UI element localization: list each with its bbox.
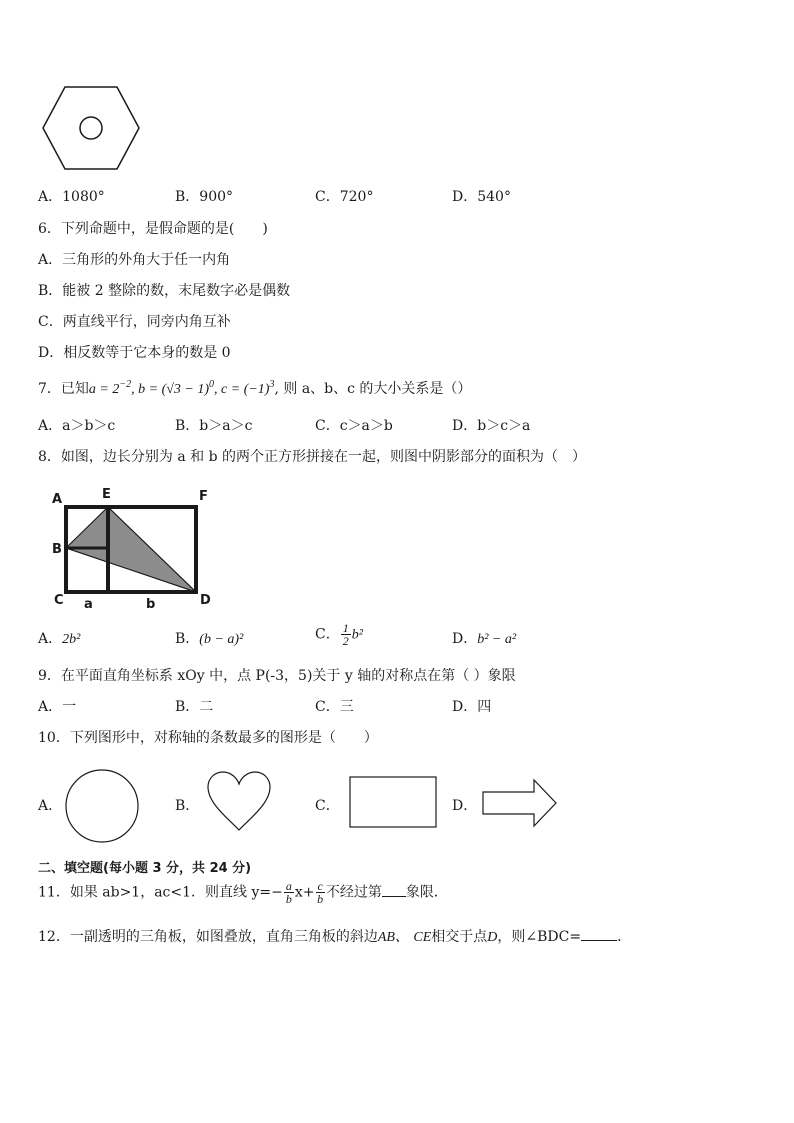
q6-option-d: D．相反数等于它本身的数是 0	[38, 345, 231, 361]
label-D: D	[200, 593, 211, 608]
q8-option-a: A．2b²	[38, 631, 81, 647]
q10-stem: 10．下列图形中，对称轴的条数最多的图形是（ ）	[38, 730, 378, 746]
q7-stem: 7．已知$a = 2^{-2}$, $b = (√3 - 1)^0$, $c = (-1)^3$, 则 a、b、c 的大小关系是（）	[38, 379, 472, 397]
q12-answer-blank[interactable]	[581, 928, 617, 941]
q11-answer-blank[interactable]	[382, 884, 406, 897]
rectangle-figure	[349, 776, 437, 828]
label-C: C	[54, 593, 64, 608]
q6-option-c: C．两直线平行，同旁内角互补	[38, 314, 231, 330]
label-a: a	[84, 597, 93, 612]
hexagon-shape	[43, 87, 139, 169]
q9-option-b: B．二	[175, 699, 214, 715]
hexagon-figure	[40, 85, 142, 173]
q6-stem: 6．下列命题中，是假命题的是( )	[38, 221, 268, 237]
q6-option-b: B．能被 2 整除的数，末尾数字必是偶数	[38, 283, 291, 299]
q5-option-d: D．540°	[452, 189, 511, 205]
q9-option-d: D．四	[452, 699, 492, 715]
q8-option-c: C． $\frac{1}{2}$ b²	[315, 621, 363, 648]
label-A: A	[52, 492, 63, 507]
q9-option-a: A．一	[38, 699, 77, 715]
label-B: B	[52, 542, 62, 557]
hexagon-center-circle	[80, 117, 102, 139]
q5-option-c: C．720°	[315, 189, 374, 205]
q10-option-d-label: D．	[452, 798, 478, 814]
label-F: F	[199, 489, 208, 504]
q9-option-c: C．三	[315, 699, 354, 715]
q8-squares-figure	[48, 485, 223, 615]
q7-option-b: B．b＞a＞c	[175, 418, 253, 434]
q9-stem: 9．在平面直角坐标系 xOy 中，点 P(-3，5)关于 y 轴的对称点在第（ ）象限	[38, 668, 516, 684]
arrow-figure	[482, 778, 558, 828]
q10-option-c-label: C．	[315, 798, 340, 814]
heart-figure	[206, 770, 272, 832]
section-2-title: 二、填空题(每小题 3 分，共 24 分)	[38, 861, 252, 876]
label-b: b	[146, 597, 156, 612]
q12-stem: 12．一副透明的三角板，如图叠放，直角三角板的斜边AB、 CE相交于点D，则∠BDC= ．	[38, 929, 632, 945]
q10-option-b-label: B．	[175, 798, 200, 814]
q6-option-a: A．三角形的外角大于任一内角	[38, 252, 231, 268]
q8-option-d: D．b² − a²	[452, 631, 517, 647]
circle-figure	[64, 768, 140, 844]
q8-option-b: B．(b − a)²	[175, 631, 244, 647]
q5-option-a: A．1080°	[38, 189, 105, 205]
q10-option-a-label: A．	[38, 798, 63, 814]
q5-option-b: B．900°	[175, 189, 234, 205]
q8-stem: 8．如图，边长分别为 a 和 b 的两个正方形拼接在一起，则图中阴影部分的面积为（ ）	[38, 449, 587, 465]
q7-option-a: A．a＞b＞c	[38, 418, 116, 434]
label-E: E	[102, 487, 111, 502]
q11-stem: 11．如果 ab>1，ac<1．则直线 y=− $\frac{a}{b}$ x+ $\frac{c}{b}$ 不经过第 象限．	[38, 879, 448, 906]
q7-option-c: C．c＞a＞b	[315, 418, 393, 434]
q7-option-d: D．b＞c＞a	[452, 418, 531, 434]
